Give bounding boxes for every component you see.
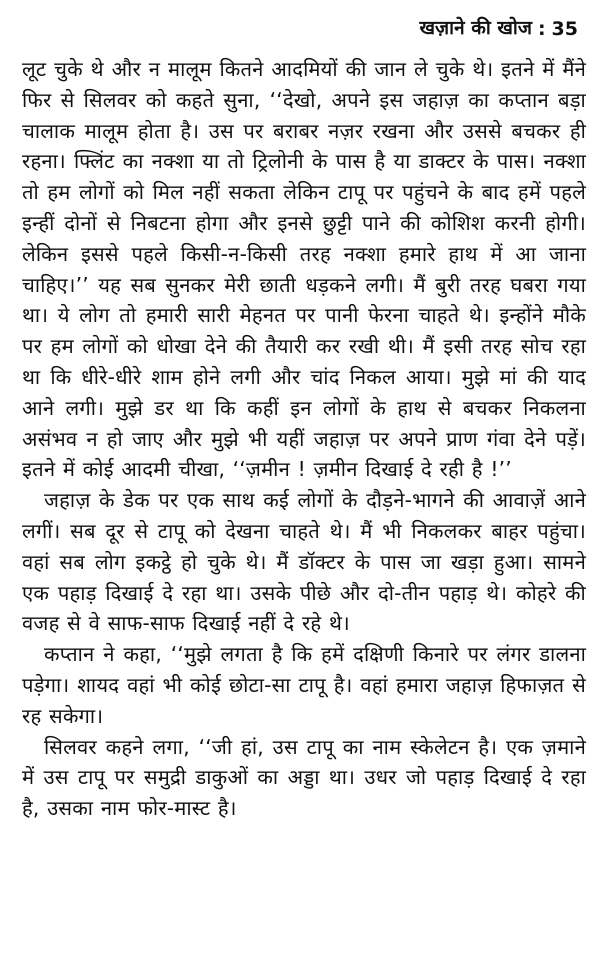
paragraph-4: सिलवर कहने लगा, ‘‘जी हां, उस टापू का नाम स्केलेटन है। एक ज़माने में उस टापू पर समुद्री डाकुओं का अड्डा था। उधर जो पहाड़ दिखाई दे रहा है, उसका नाम फोर-मास्ट है। [22, 734, 586, 821]
page-number: 35 [551, 18, 578, 40]
paragraph-2: जहाज़ के डेक पर एक साथ कई लोगों के दौड़ने-भागने की आवाज़ें आने लगीं। सब दूर से टापू को देखना चाहते थे। मैं भी निकलकर बाहर पहुंचा। वहां सब लोग इकट्ठे हो चुके थे। मैं डॉक्टर के पास जा खड़ा हुआ। सामने एक पहाड़ दिखाई दे रहा था। उसके पीछे और दो-तीन पहाड़ थे। कोहरे की वजह से वे साफ-साफ दिखाई नहीं दे रहे थे। [22, 488, 586, 636]
running-header [22, 0, 586, 40]
body-text [22, 54, 586, 824]
paragraph-1: लूट चुके थे और न मालूम कितने आदमियों की जान ले चुके थे। इतने में मैंने फिर से सिलवर को कहते सुना, ‘‘देखो, अपने इस जहाज़ का कप्तान बड़ा चालाक मालूम होता है। उस पर बराबर नज़र रखना और उससे बचकर ही रहना। फ्लिंट का नक्शा या तो ट्रिलोनी के पास है या डाक्टर के पास। नक्शा तो हम लोगों को मिल नहीं सकता लेकिन टापू पर पहुंचने के बाद हमें पहले इन्हीं दोनों से निबटना होगा और इनसे छुट्टी पाने की कोशिश करनी होगी। लेकिन इससे पहले किसी-न-किसी तरह नक्शा हमारे हाथ में आ जाना चाहिए।’’ यह सब सुनकर मेरी छाती धड़कने लगी। मैं बुरी तरह घबरा गया था। ये लोग तो हमारी सारी मेहनत पर पानी फेरना चाहते थे। इन्होंने मौके पर हम लोगों को धोखा देने की तैयारी कर रखी थी। मैं इसी तरह सोच रहा था कि धीरे-धीरे शाम होने लगी और चांद निकल आया। मुझे मां की याद आने लगी। मुझे डर था कि कहीं इन लोगों के हाथ से बचकर निकलना असंभव न हो जाए और मुझे भी यहीं जहाज़ पर अपने प्राण गंवा देने पड़ें। इतने में कोई आदमी चीखा, ‘‘ज़मीन ! ज़मीन दिखाई दे रही है !’’ [22, 57, 586, 482]
running-title: खज़ाने की खोज [419, 17, 532, 39]
paragraph-3: कप्तान ने कहा, ‘‘मुझे लगता है कि हमें दक्षिणी किनारे पर लंगर डालना पड़ेगा। शायद वहां भी कोई छोटा-सा टापू है। वहां हमारा जहाज़ हिफाज़त से रह सकेगा। [22, 642, 586, 728]
header-separator: : [537, 18, 546, 40]
